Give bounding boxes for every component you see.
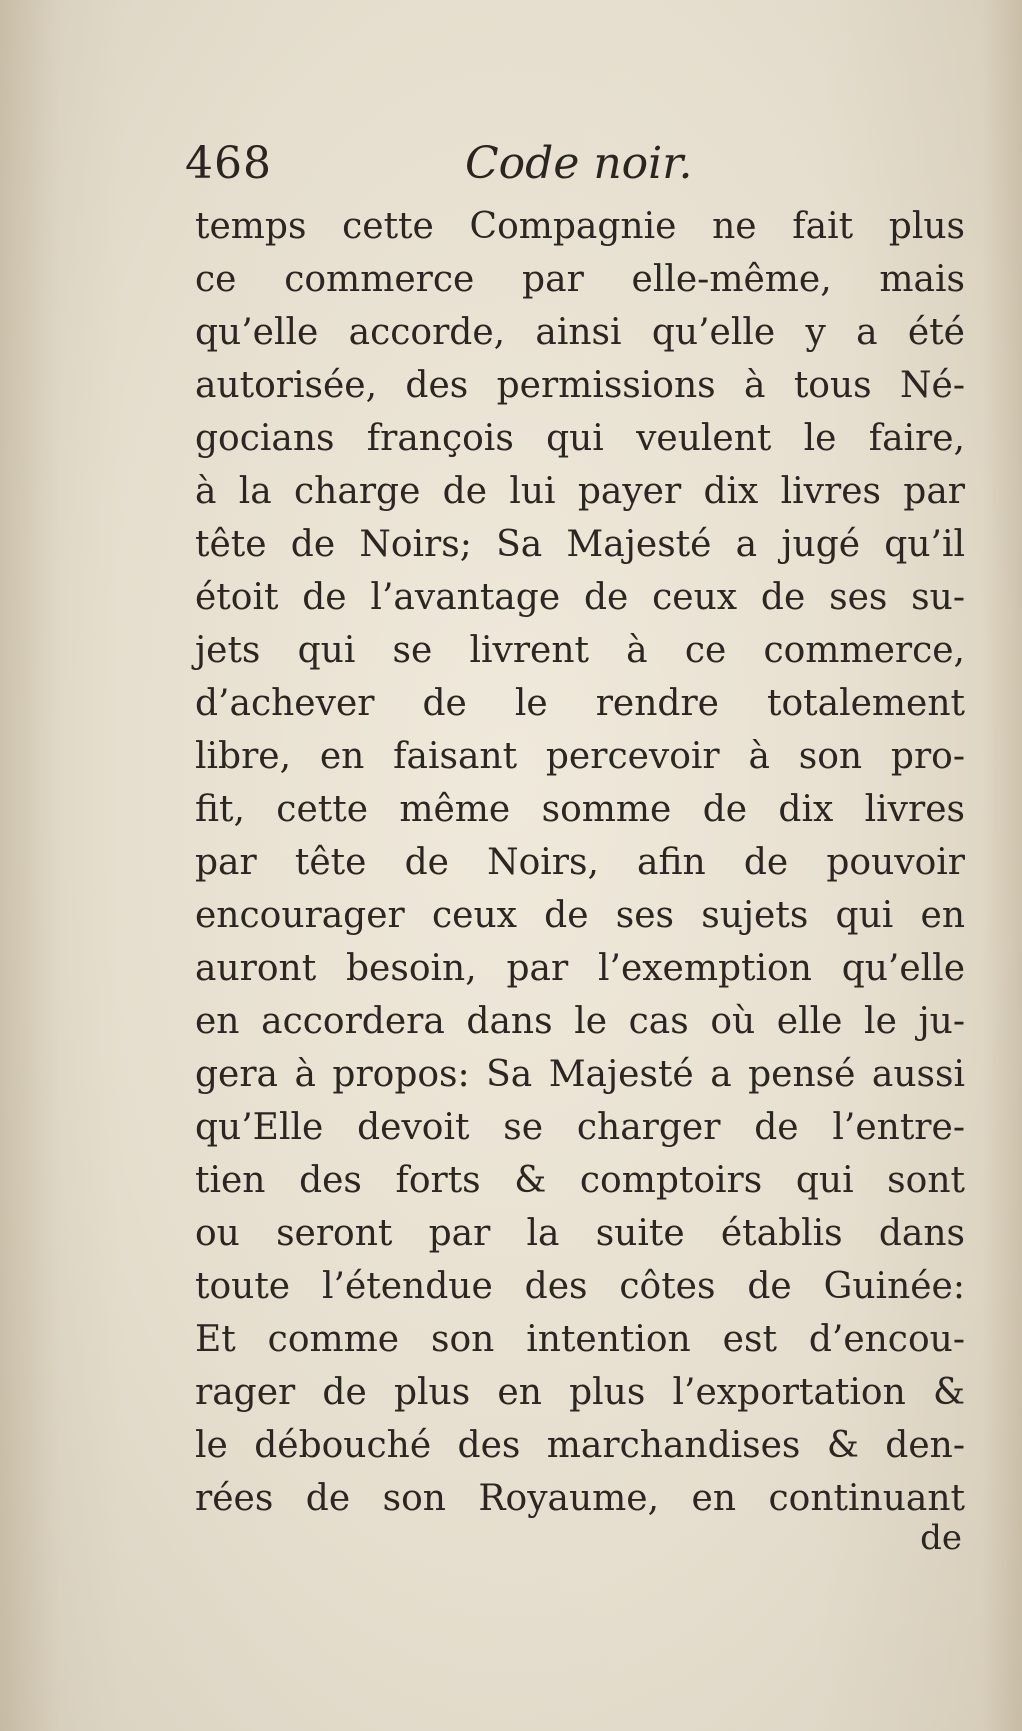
page-edge-shadow-right <box>982 0 1022 1731</box>
text-line: à la charge de lui payer dix livres par <box>195 471 965 512</box>
text-line: tête de Noirs; Sa Majesté a jugé qu’il <box>195 524 965 565</box>
text-line: ou seront par la suite établis dans <box>195 1213 965 1254</box>
text-line: toute l’étendue des côtes de Guinée: <box>195 1266 965 1307</box>
body-text <box>195 200 965 1525</box>
text-line: qu’elle accorde, ainsi qu’elle y a été <box>195 312 965 353</box>
text-line: jets qui se livrent à ce commerce, <box>195 630 965 671</box>
text-line: gocians françois qui veulent le faire, <box>195 418 965 459</box>
page-number: 468 <box>185 138 272 189</box>
text-line: ce commerce par elle-même, mais <box>195 259 965 300</box>
text-line: rager de plus en plus l’exportation & <box>195 1372 965 1413</box>
text-line: Et comme son intention est d’encou- <box>195 1319 965 1360</box>
text-line: fit, cette même somme de dix livres <box>195 789 965 830</box>
text-line: temps cette Compagnie ne fait plus <box>195 206 965 247</box>
text-line: auront besoin, par l’exemption qu’elle <box>195 948 965 989</box>
text-line: autorisée, des permissions à tous Né- <box>195 365 965 406</box>
text-line: par tête de Noirs, afin de pouvoir <box>195 842 965 883</box>
page-edge-shadow-left <box>0 0 60 1731</box>
text-line: étoit de l’avantage de ceux de ses su- <box>195 577 965 618</box>
text-line: le débouché des marchandises & den- <box>195 1425 965 1466</box>
page-header <box>185 138 965 208</box>
catchword: de <box>920 1518 962 1558</box>
running-title: Code noir. <box>465 138 693 189</box>
text-line: qu’Elle devoit se charger de l’entre- <box>195 1107 965 1148</box>
text-line: rées de son Royaume, en continuant <box>195 1478 965 1519</box>
text-line: libre, en faisant percevoir à son pro- <box>195 736 965 777</box>
text-line: gera à propos: Sa Majesté a pensé aussi <box>195 1054 965 1095</box>
text-line: d’achever de le rendre totalement <box>195 683 965 724</box>
text-line: tien des forts & comptoirs qui sont <box>195 1160 965 1201</box>
text-line: en accordera dans le cas où elle le ju- <box>195 1001 965 1042</box>
text-line: encourager ceux de ses sujets qui en <box>195 895 965 936</box>
